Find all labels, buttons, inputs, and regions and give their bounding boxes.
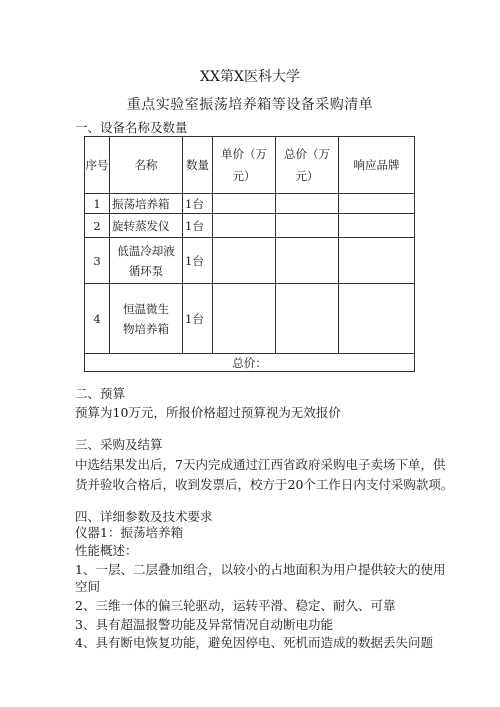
row-no: 2	[85, 214, 110, 238]
section-2-heading: 二、预算	[75, 386, 126, 401]
row-unit-price	[213, 214, 276, 238]
row-unit-price	[213, 284, 276, 354]
row-brand	[339, 194, 415, 214]
row-brand	[339, 238, 415, 284]
section-4-heading: 四、详细参数及技术要求	[75, 509, 213, 524]
row-no: 3	[85, 238, 110, 284]
settlement-line-2: 货并验收合格后，收到发票后，校方于20个工作日内支付采购款项。	[75, 477, 454, 492]
spec-item: 1、一层、二层叠加组合，以较小的占地面积为用户提供较大的使用	[75, 562, 446, 577]
table-row	[85, 194, 415, 214]
row-total-price	[276, 284, 339, 354]
row-name: 低温冷却液循环泵	[110, 238, 183, 284]
row-unit-price	[213, 194, 276, 214]
row-qty: 1台	[183, 214, 213, 238]
row-qty: 1台	[183, 194, 213, 214]
row-name: 振荡培养箱	[110, 194, 183, 214]
table-row	[85, 238, 415, 284]
row-total-price	[276, 238, 339, 284]
document-title: 重点实验室振荡培养箱等设备采购清单	[126, 97, 374, 113]
row-total-price	[276, 194, 339, 214]
spec-item: 空间	[75, 579, 101, 594]
header-no: 序号	[85, 137, 110, 194]
row-brand	[339, 284, 415, 354]
row-qty: 1台	[183, 284, 213, 354]
section-3-heading: 三、采购及结算	[75, 437, 163, 452]
overview-label: 性能概述：	[75, 543, 138, 558]
total-row	[85, 354, 415, 372]
settlement-line-1: 中选结果发出后，7天内完成通过江西省政府采购电子卖场下单，供	[75, 457, 446, 472]
row-no: 1	[85, 194, 110, 214]
row-unit-price	[213, 238, 276, 284]
budget-text: 预算为10万元，所报价格超过预算视为无效报价	[75, 405, 341, 420]
row-no: 4	[85, 284, 110, 354]
section-1-heading: 一、设备名称及数量	[75, 120, 188, 135]
row-name: 旋转蒸发仪	[110, 214, 183, 238]
spec-item: 4、具有断电恢复功能，避免因停电、死机而造成的数据丢失问题	[75, 635, 433, 650]
table-row	[85, 214, 415, 238]
total-label: 总价：	[85, 354, 415, 372]
row-qty: 1台	[183, 238, 213, 284]
table-header-row	[85, 137, 415, 194]
header-unit-price: 单价（万元）	[213, 137, 276, 194]
header-name: 名称	[110, 137, 183, 194]
university-name: XX第X医科大学	[200, 69, 300, 85]
equipment-table	[84, 136, 415, 372]
instrument-title: 仪器1：振荡培养箱	[75, 525, 183, 540]
header-total-price: 总价（万元）	[276, 137, 339, 194]
row-brand	[339, 214, 415, 238]
row-total-price	[276, 214, 339, 238]
header-qty: 数量	[183, 137, 213, 194]
spec-item: 2、三维一体的偏三轮驱动，运转平滑、稳定、耐久、可靠	[75, 598, 396, 613]
row-name: 恒温微生物培养箱	[110, 284, 183, 354]
table-row	[85, 284, 415, 354]
spec-item: 3、具有超温报警功能及异常情况自动断电功能	[75, 617, 333, 632]
header-brand: 响应品牌	[339, 137, 415, 194]
